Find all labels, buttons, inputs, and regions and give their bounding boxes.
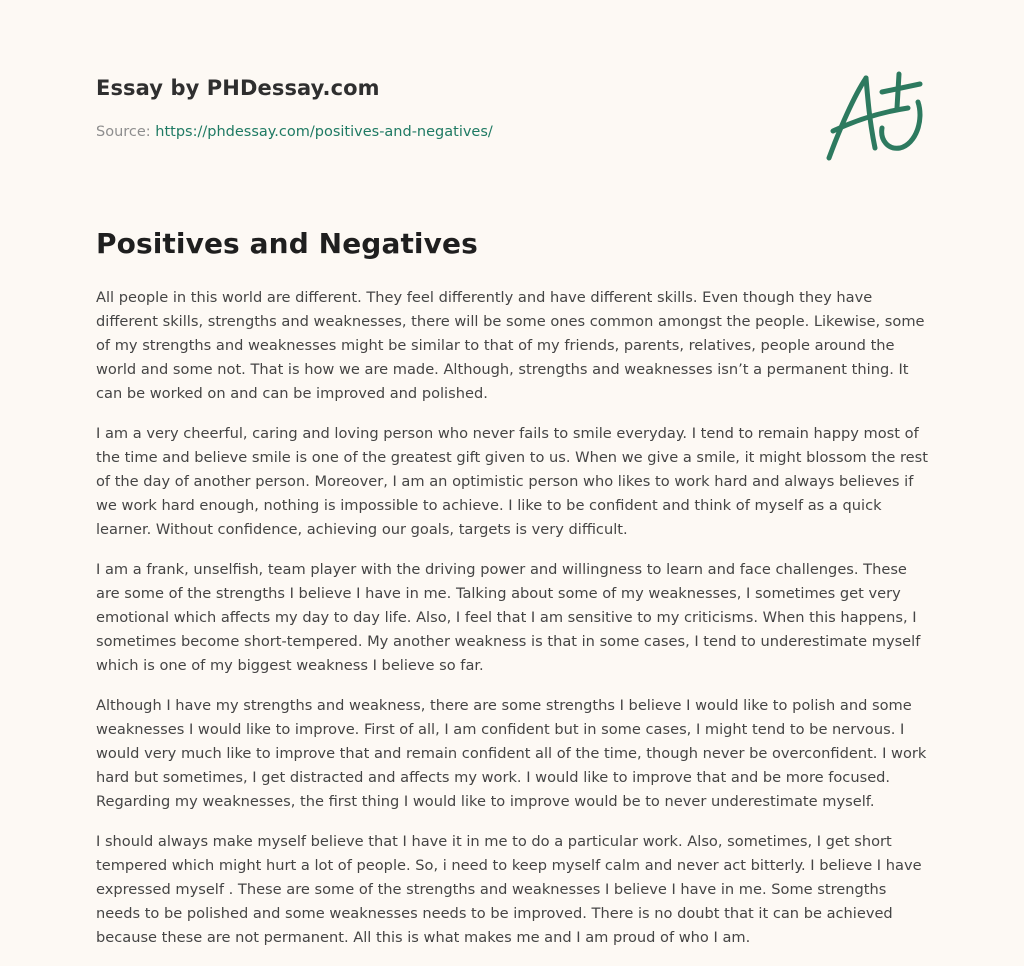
essay-title: Positives and Negatives bbox=[96, 227, 478, 260]
essay-paragraph: I am a frank, unselfish, team player with the driving power and willingness to learn and face challenges. These are some of the strengths I believe I have in me. Talking about some of my weaknesses, I sometimes get very emotional which affects my day to day life. Also, I feel that I am sensitive to my criticisms. When this happens, I sometimes become short-tempered. My another weakness is that in some cases, I tend to underestimate myself which is one of my biggest weakness I believe so far. bbox=[96, 561, 921, 674]
source-label: Source: bbox=[96, 124, 156, 140]
essay-paragraph: I should always make myself believe that I have it in me to do a particular work. Also, sometimes, I get short tempered which might hurt a lot of people. So, i need to keep myself calm and never act bitterly. I believe I have expressed myself . These are some of the strengths and weaknesses I believe I have in me. Some strengths needs to be polished and some weaknesses needs to be improved. There is no doubt that it can be achieved because these are not permanent. All this is what makes me and I am proud of who I am. bbox=[96, 833, 922, 946]
essay-body bbox=[96, 286, 930, 966]
a-plus-grade-icon bbox=[818, 66, 930, 166]
essay-paragraph: Although I have my strengths and weakness, there are some strengths I believe I would like to polish and some weaknesses I would like to improve. First of all, I am confident but in some cases, I might tend to be nervous. I would very much like to improve that and remain confident all of the time, though never be overconfident. I work hard but sometimes, I get distracted and affects my work. I would like to improve that and be more focused. Regarding my weaknesses, the first thing I would like to improve would be to never underestimate myself. bbox=[96, 697, 927, 810]
source-link[interactable]: https://phdessay.com/positives-and-negatives/ bbox=[155, 124, 493, 140]
essay-paragraph: All people in this world are different. They feel differently and have different skills. Even though they have different skills, strengths and weaknesses, there will be some ones common amongst the people. Likewise, some of my strengths and weaknesses might be similar to that of my friends, parents, relatives, people around the world and some not. That is how we are made. Although, strengths and weaknesses isn’t a permanent thing. It can be worked on and can be improved and polished. bbox=[96, 289, 925, 402]
essay-paragraph: I am a very cheerful, caring and loving person who never fails to smile everyday. I tend to remain happy most of the time and believe smile is one of the greatest gift given to us. When we give a smile, it might blossom the rest of the day of another person. Moreover, I am an optimistic person who likes to work hard and always believes if we work hard enough, nothing is impossible to achieve. I like to be confident and think of myself as a quick learner. Without confidence, achieving our goals, targets is very difficult. bbox=[96, 425, 928, 538]
site-title: Essay by PHDessay.com bbox=[96, 76, 380, 100]
source-line bbox=[96, 124, 493, 140]
